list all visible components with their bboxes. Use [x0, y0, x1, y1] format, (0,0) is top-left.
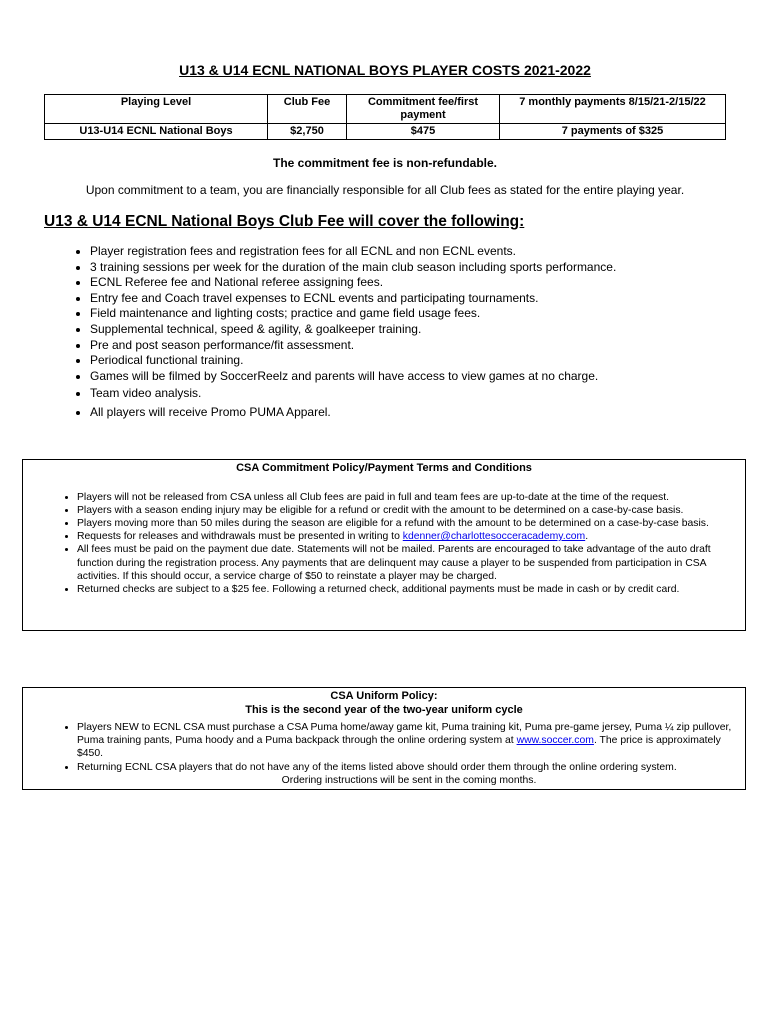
uniform-policy-subheading: This is the second year of the two-year uniform cycle: [245, 703, 523, 716]
commitment-responsibility-note: Upon commitment to a team, you are financially responsible for all Club fees as stated for the entire playing year.: [85, 183, 685, 197]
commitment-policy-list: [23, 491, 745, 597]
table-row: [45, 124, 726, 140]
list-item: • Supplemental technical, speed & agility, & goalkeeper training.: [90, 322, 650, 338]
header-club-fee: Club Fee: [268, 95, 347, 124]
policy-text: Requests for releases and withdrawals must be presented in writing to: [77, 531, 403, 543]
list-item: [77, 721, 741, 761]
list-item: • Pre and post season performance/fit assessment.: [90, 338, 650, 354]
cell-club-fee: $2,750: [268, 124, 347, 140]
club-fee-coverage-heading: U13 & U14 ECNL National Boys Club Fee will cover the following:: [44, 213, 525, 230]
policy-text: .: [585, 531, 589, 543]
uniform-policy-box: [22, 687, 746, 790]
table-header-row: [45, 95, 726, 124]
ordering-instructions-note: Ordering instructions will be sent in the coming months.: [281, 774, 537, 786]
list-item: [77, 530, 741, 543]
list-item: • Players with a season ending injury may be eligible for a refund or credit with the amount to be determined on a case-by-case basis.: [77, 504, 741, 517]
list-item: • Player registration fees and registration fees for all ECNL and non ECNL events.: [90, 244, 650, 260]
soccer-com-link[interactable]: www.soccer.com: [516, 735, 594, 747]
header-playing-level: Playing Level: [45, 95, 268, 124]
cell-commitment-fee: $475: [347, 124, 500, 140]
uniform-text: Returning ECNL CSA players that do not have any of the items listed above should order them through the online ordering system.: [77, 761, 677, 773]
uniform-policy-heading: CSA Uniform Policy:: [330, 690, 438, 702]
player-costs-table: [44, 94, 726, 140]
document-title: U13 & U14 ECNL NATIONAL BOYS PLAYER COSTS 2021-2022: [179, 62, 591, 78]
list-item: • Team video analysis.: [90, 386, 650, 402]
cell-monthly-payments: 7 payments of $325: [500, 124, 726, 140]
list-item: • Periodical functional training.: [90, 353, 650, 369]
header-monthly-payments: 7 monthly payments 8/15/21-2/15/22: [500, 95, 726, 124]
list-item: • Players moving more than 50 miles during the season are eligible for a refund with the amount to be determined on a case-by-case basis.: [77, 517, 741, 530]
commitment-policy-box: [22, 459, 746, 631]
commitment-policy-heading: CSA Commitment Policy/Payment Terms and Conditions: [236, 462, 532, 474]
list-item: • Players will not be released from CSA unless all Club fees are paid in full and team fees are up-to-date at the time of the request.: [77, 491, 741, 504]
non-refundable-note: The commitment fee is non-refundable.: [272, 156, 498, 170]
list-item: • 3 training sessions per week for the duration of the main club season including sports performance.: [90, 260, 650, 276]
uniform-policy-list: [23, 721, 745, 787]
list-item: • Field maintenance and lighting costs; practice and game field usage fees.: [90, 306, 650, 322]
club-fee-coverage-list: [62, 244, 650, 421]
header-commitment-fee: Commitment fee/first payment: [347, 95, 500, 124]
cell-playing-level: U13-U14 ECNL National Boys: [45, 124, 268, 140]
list-item: • ECNL Referee fee and National referee assigning fees.: [90, 275, 650, 291]
list-item: • All fees must be paid on the payment due date. Statements will not be mailed. Parents are encouraged to take advantage of the auto draft function during the registration process. Any payments that are delinquent may cause a player to be suspended from participation in CSA activities. If this should occur, a service charge of $50 to reinstate a player may be charged.: [77, 543, 741, 583]
list-item: [77, 761, 741, 787]
list-item: • Entry fee and Coach travel expenses to ECNL events and participating tournaments.: [90, 291, 650, 307]
list-item: • All players will receive Promo PUMA Apparel.: [90, 405, 650, 421]
list-item: • Games will be filmed by SoccerReelz and parents will have access to view games at no charge.: [90, 369, 650, 385]
list-item: • Returned checks are subject to a $25 fee. Following a returned check, additional payments must be made in cash or by credit card.: [77, 583, 741, 596]
email-link[interactable]: kdenner@charlottesocceracademy.com: [402, 531, 586, 543]
uniform-text: . The price is approximately $450.: [77, 735, 721, 760]
uniform-text: Players NEW to ECNL CSA must purchase a CSA Puma home/away game kit, Puma training kit, Puma pre-game jersey, Puma ¼ zip pullover, Puma training pants, Puma hoody and a Puma backpack through the online ordering system at: [77, 722, 732, 747]
